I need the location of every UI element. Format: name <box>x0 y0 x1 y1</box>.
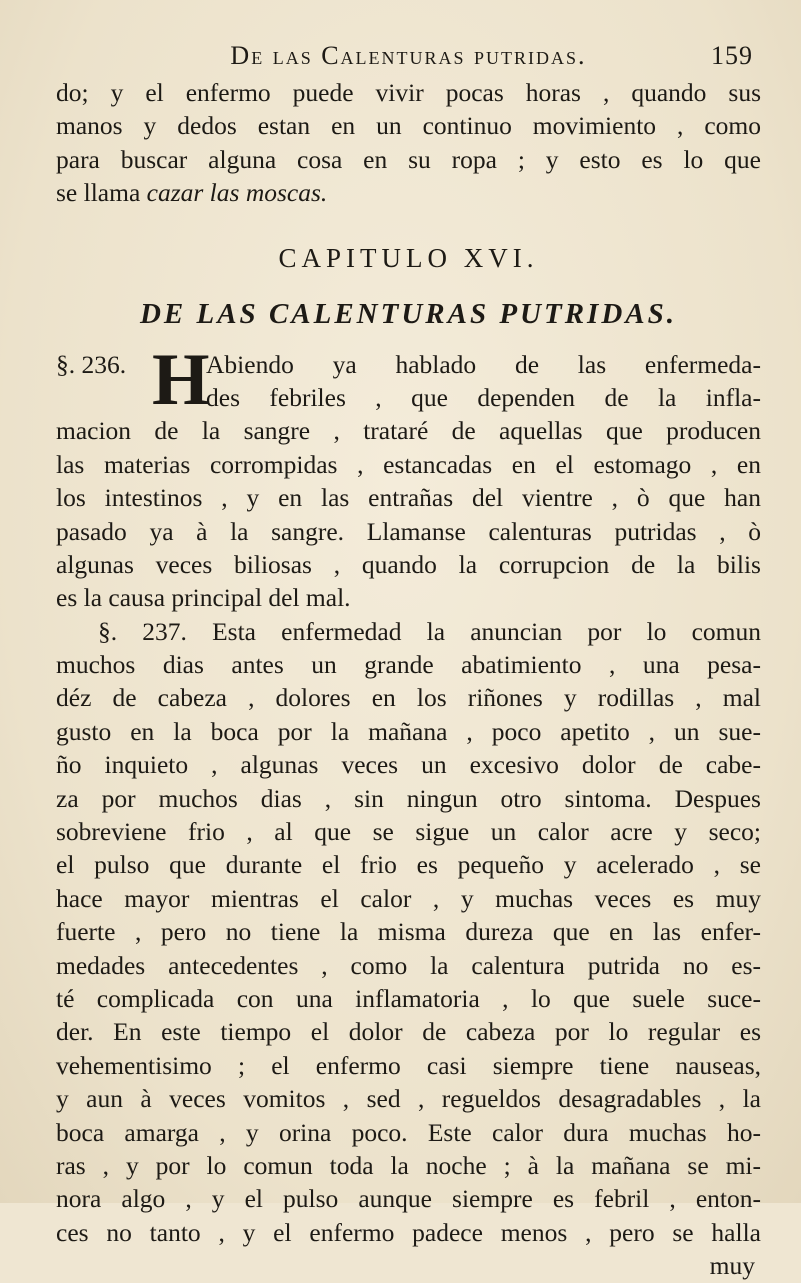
text-line: sobreviene frio , al que se sigue un calor acre y seco; <box>56 817 761 847</box>
italic-phrase: cazar las moscas. <box>146 178 328 208</box>
catchword: muy <box>709 1251 755 1281</box>
text-line: ño inquieto , algunas veces un excesivo dolor de cabe- <box>56 750 761 780</box>
text-line: medades antecedentes , como la calentura putrida no es- <box>56 950 761 980</box>
text-line: fuerte , pero no tiene la misma dureza que en las enfer- <box>56 917 761 947</box>
text-line: §. 237. Esta enfermedad la anuncian por lo comun <box>98 616 761 646</box>
text-line: los intestinos , y en las entrañas del vientre , ò que han <box>56 483 761 513</box>
text-line: gusto en la boca por la mañana , poco apetito , un sue- <box>56 716 761 746</box>
text-line: do; y el enfermo puede vivir pocas horas , quando sus <box>56 78 761 107</box>
text-line: nora algo , y el pulso aunque siempre es febril , enton- <box>56 1184 761 1214</box>
text-line: vehementisimo ; el enfermo casi siempre tiene nauseas, <box>56 1050 761 1080</box>
text-line: té complicada con una inflamatoria , lo que suele suce- <box>56 983 761 1013</box>
text-fragment: se llama <box>56 178 141 208</box>
running-head <box>56 36 761 76</box>
text-line: der. En este tiempo el dolor de cabeza por lo regular es <box>56 1017 761 1047</box>
text-line: las materias corrompidas , estancadas en el estomago , en <box>56 449 761 479</box>
text-line: es la causa principal del mal. <box>56 583 351 613</box>
text-line: des febriles , que dependen de la infla- <box>206 382 761 412</box>
text-line: ces no tanto , y el enfermo padece menos , pero se halla <box>56 1217 761 1247</box>
text-line: hace mayor mientras el calor , y muchas veces es muy <box>56 883 761 913</box>
paragraph-237 <box>56 615 761 1283</box>
running-title: De las Calenturas putridas. <box>230 41 587 70</box>
text-line: el pulso que durante el frio es pequeño y acelerado , se <box>56 850 761 880</box>
text-line: pasado ya à la sangre. Llamanse calenturas putridas , ò <box>56 516 761 546</box>
paragraph-236 <box>56 338 761 615</box>
text-line: ras , y por lo comun toda la noche ; à la mañana se mi- <box>56 1150 761 1180</box>
chapter-heading: CAPITULO XVI. <box>278 242 539 273</box>
text-line: manos y dedos estan en un continuo movimiento , como <box>56 111 761 141</box>
text-line <box>56 176 761 209</box>
text-line: Abiendo ya hablado de las enfermeda- <box>206 349 761 379</box>
text-line: para buscar alguna cosa en su ropa ; y esto es lo que <box>56 144 761 174</box>
text-line: muchos dias antes un grande abatimiento , una pesa- <box>56 650 761 680</box>
page-number: 159 <box>711 41 753 70</box>
top-paragraph <box>56 76 761 210</box>
text-line: déz de cabeza , dolores en los riñones y rodillas , mal <box>56 683 761 713</box>
text-line: algunas veces biliosas , quando la corrupcion de la bilis <box>56 549 761 579</box>
text-line: macion de la sangre , trataré de aquellas que producen <box>56 416 761 446</box>
chapter-title: DE LAS CALENTURAS PUTRIDAS. <box>139 297 678 330</box>
text-line: boca amarga , y orina poco. Este calor dura muchas ho- <box>56 1117 761 1147</box>
drop-cap: H <box>152 338 210 421</box>
text-line: y aun à veces vomitos , sed , regueldos desagradables , la <box>56 1084 761 1114</box>
section-number: §. 236. <box>56 349 127 379</box>
text-line: za por muchos dias , sin ningun otro sintoma. Despues <box>56 783 761 813</box>
